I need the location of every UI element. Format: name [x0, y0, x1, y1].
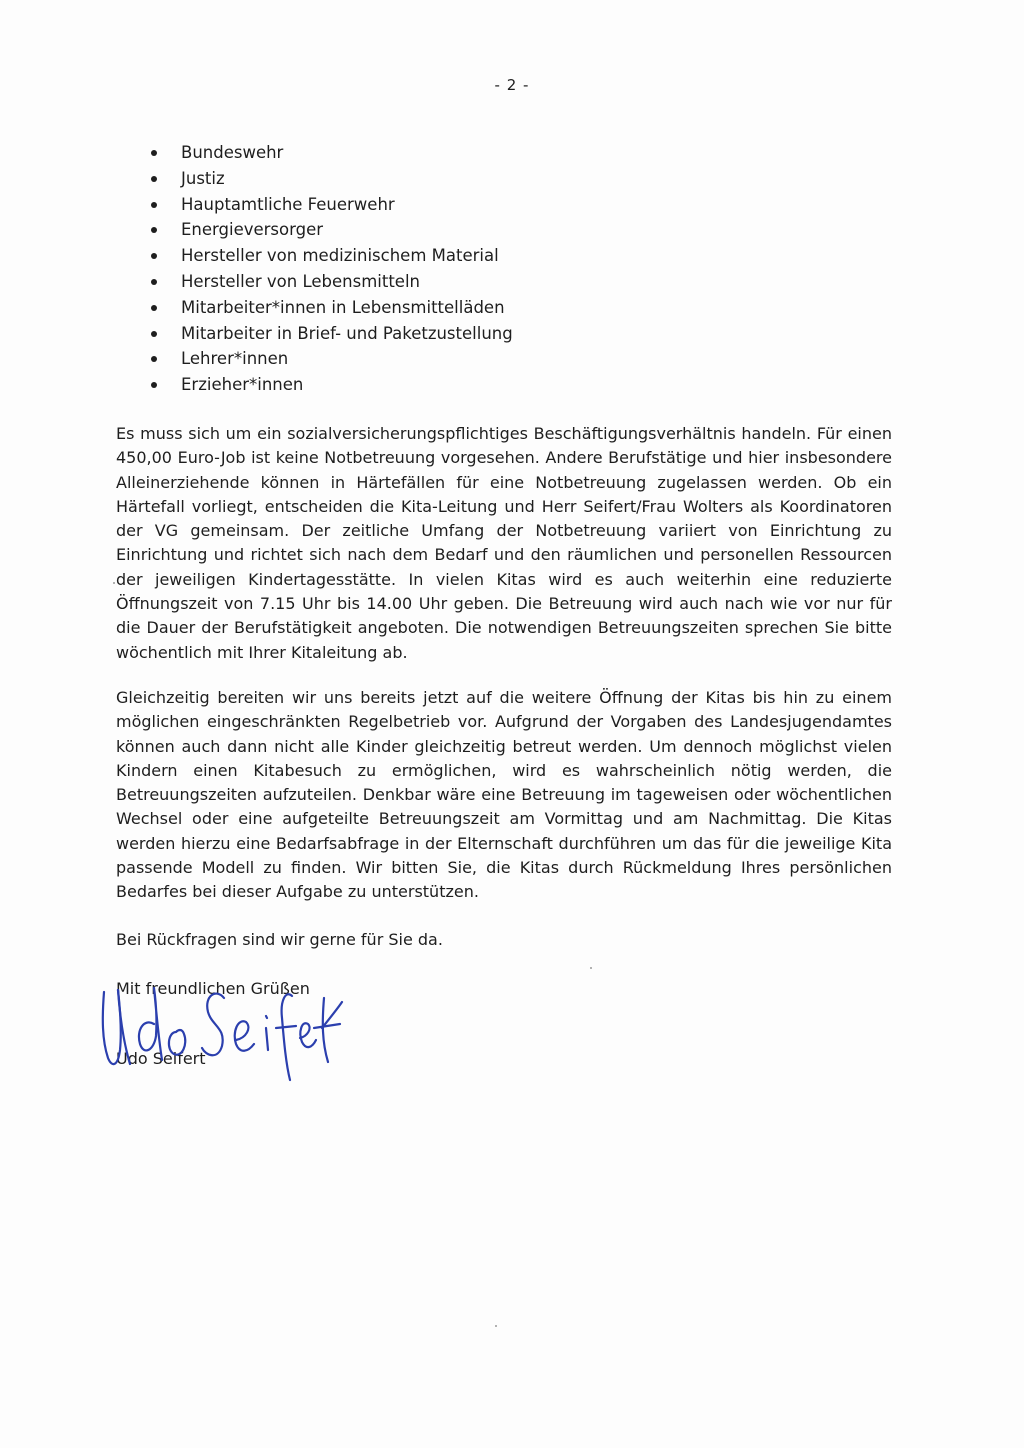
list-item	[147, 295, 513, 321]
list-item-label: Mitarbeiter in Brief- und Paketzustellung	[181, 323, 513, 343]
scan-speck	[495, 1325, 497, 1327]
scan-speck	[113, 582, 115, 584]
page-number: - 2 -	[494, 76, 530, 94]
list-item	[147, 217, 513, 243]
signer-name: Udo Seifert	[116, 1049, 206, 1068]
list-item-label: Lehrer*innen	[181, 349, 289, 369]
list-item	[147, 346, 513, 372]
paragraph-questions: Bei Rückfragen sind wir gerne für Sie da.	[116, 930, 443, 949]
bullet-icon	[151, 305, 157, 311]
list-item-label: Energieversorger	[181, 220, 324, 240]
list-item	[147, 166, 513, 192]
occupation-list	[147, 140, 513, 398]
bullet-icon	[151, 150, 157, 156]
bullet-icon	[151, 176, 157, 182]
list-item	[147, 321, 513, 347]
paragraph-emergency-care: Es muss sich um ein sozialversicherungspflichtiges Beschäftigungsverhältnis handeln. Für einen 450,00 Euro-Job ist keine Notbetreuung vorgesehen. Andere Berufstätige und hier insbesondere Alleinerziehende können in Härtefällen für eine Notbetreuung zugelassen werden. Ob ein Härtefall vorliegt, entscheiden die Kita-Leitung und Herr Seifert/Frau Wolters als Koordinatoren der VG gemeinsam. Der zeitliche Umfang der Notbetreuung variiert von Einrichtung zu Einrichtung und richtet sich nach dem Bedarf und den räumlichen und personellen Ressourcen der jeweiligen Kindertagesstätte. In vielen Kitas wird es auch weiterhin eine reduzierte Öffnungszeit von 7.15 Uhr bis 14.00 Uhr geben. Die Betreuung wird auch nach wie vor nur für die Dauer der Berufstätigkeit angeboten. Die notwendigen Betreuungszeiten sprechen Sie bitte wöchentlich mit Ihrer Kitaleitung ab.	[116, 424, 892, 662]
closing-salutation: Mit freundlichen Grüßen	[116, 979, 310, 998]
list-item-label: Mitarbeiter*innen in Lebensmittelläden	[181, 297, 505, 317]
list-item-label: Bundeswehr	[181, 143, 284, 162]
list-item-label: Justiz	[181, 168, 225, 188]
list-item	[147, 243, 513, 269]
list-item	[147, 269, 513, 295]
bullet-icon	[151, 202, 157, 208]
list-item-label: Hauptamtliche Feuerwehr	[181, 194, 395, 214]
bullet-icon	[151, 279, 157, 285]
list-item-label: Hersteller von medizinischem Material	[181, 246, 499, 266]
scan-speck	[590, 967, 592, 969]
paragraph-reopening: Gleichzeitig bereiten wir uns bereits jetzt auf die weitere Öffnung der Kitas bis hin zu einem möglichen eingeschränkten Regelbetrieb vor. Aufgrund der Vorgaben des Landesjugendamtes können auch dann nicht alle Kinder gleichzeitig betreut werden. Um dennoch möglichst vielen Kindern einen Kitabesuch zu ermöglichen, wird es wahrscheinlich nötig werden, die Betreuungszeiten aufzuteilen. Denkbar wäre eine Betreuung im tageweisen oder wöchentlichen Wechsel oder eine aufgeteilte Betreuungszeit am Vormittag und am Nachmittag. Die Kitas werden hierzu eine Bedarfsabfrage in der Elternschaft durchführen um das für die jeweilige Kita passende Modell zu finden. Wir bitten Sie, die Kitas durch Rückmeldung Ihres persönlichen Bedarfes bei dieser Aufgabe zu unterstützen.	[116, 688, 892, 902]
bullet-icon	[151, 356, 157, 362]
list-item	[147, 140, 513, 166]
bullet-icon	[151, 382, 157, 388]
handwritten-signature-icon	[96, 978, 346, 1088]
list-item-label: Hersteller von Lebensmitteln	[181, 271, 420, 291]
list-item	[147, 192, 513, 218]
list-item-label: Erzieher*innen	[181, 375, 304, 395]
bullet-icon	[151, 331, 157, 337]
bullet-icon	[151, 227, 157, 233]
bullet-icon	[151, 253, 157, 259]
list-item	[147, 372, 513, 398]
